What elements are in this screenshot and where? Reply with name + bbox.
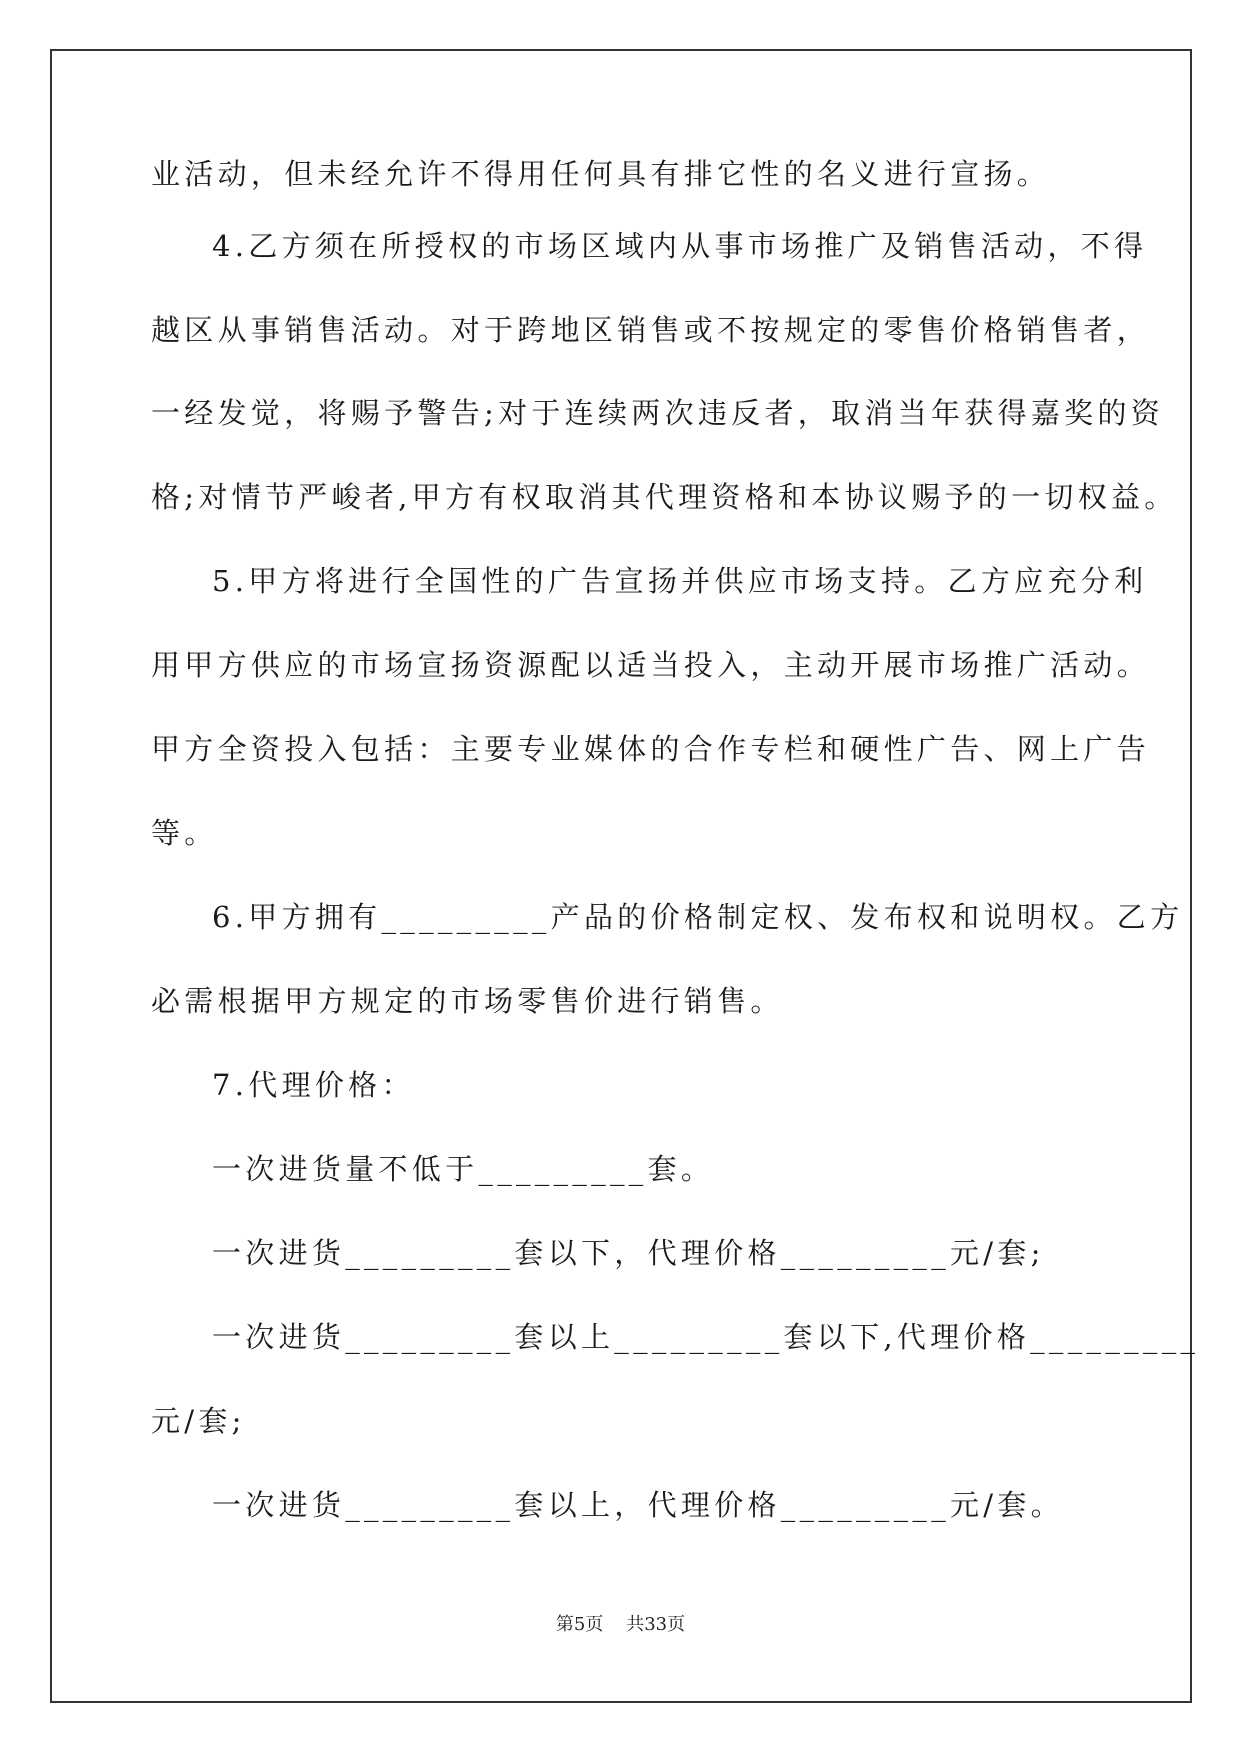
body-line-4: 一经发觉，将赐予警告;对于连续两次违反者，取消当年获得嘉奖的资 xyxy=(151,396,1165,430)
body-line-11: 必需根据甲方规定的市场零售价进行销售。 xyxy=(151,984,784,1018)
page-footer: 第5页 共33页 xyxy=(555,1614,686,1635)
body-line-8: 甲方全资投入包括：主要专业媒体的合作专栏和硬性广告、网上广告 xyxy=(151,732,1151,766)
body-line-6: 5.甲方将进行全国性的广告宣扬并供应市场支持。乙方应充分利 xyxy=(212,564,1148,598)
body-line-12: 7.代理价格： xyxy=(212,1068,415,1102)
body-line-17: 一次进货_________套以上，代理价格_________元/套。 xyxy=(212,1488,1064,1522)
body-line-15: 一次进货_________套以上_________套以下,代理价格_________ xyxy=(212,1320,1200,1354)
body-line-13: 一次进货量不低于_________套。 xyxy=(212,1152,715,1186)
body-line-1: 业活动，但未经允许不得用任何具有排它性的名义进行宣扬。 xyxy=(151,157,1051,191)
body-line-2: 4.乙方须在所授权的市场区域内从事市场推广及销售活动，不得 xyxy=(212,229,1148,263)
body-line-10: 6.甲方拥有_________产品的价格制定权、发布权和说明权。乙方 xyxy=(212,900,1184,934)
body-line-7: 用甲方供应的市场宣扬资源配以适当投入，主动开展市场推广活动。 xyxy=(151,648,1151,682)
body-line-3: 越区从事销售活动。对于跨地区销售或不按规定的零售价格销售者， xyxy=(151,313,1151,347)
body-line-14: 一次进货_________套以下，代理价格_________元/套; xyxy=(212,1236,1045,1270)
body-line-5: 格;对情节严峻者,甲方有权取消其代理资格和本协议赐予的一切权益。 xyxy=(151,480,1178,514)
body-line-16: 元/套; xyxy=(151,1404,246,1438)
body-line-9: 等。 xyxy=(151,816,218,850)
page-border xyxy=(50,49,1192,1703)
